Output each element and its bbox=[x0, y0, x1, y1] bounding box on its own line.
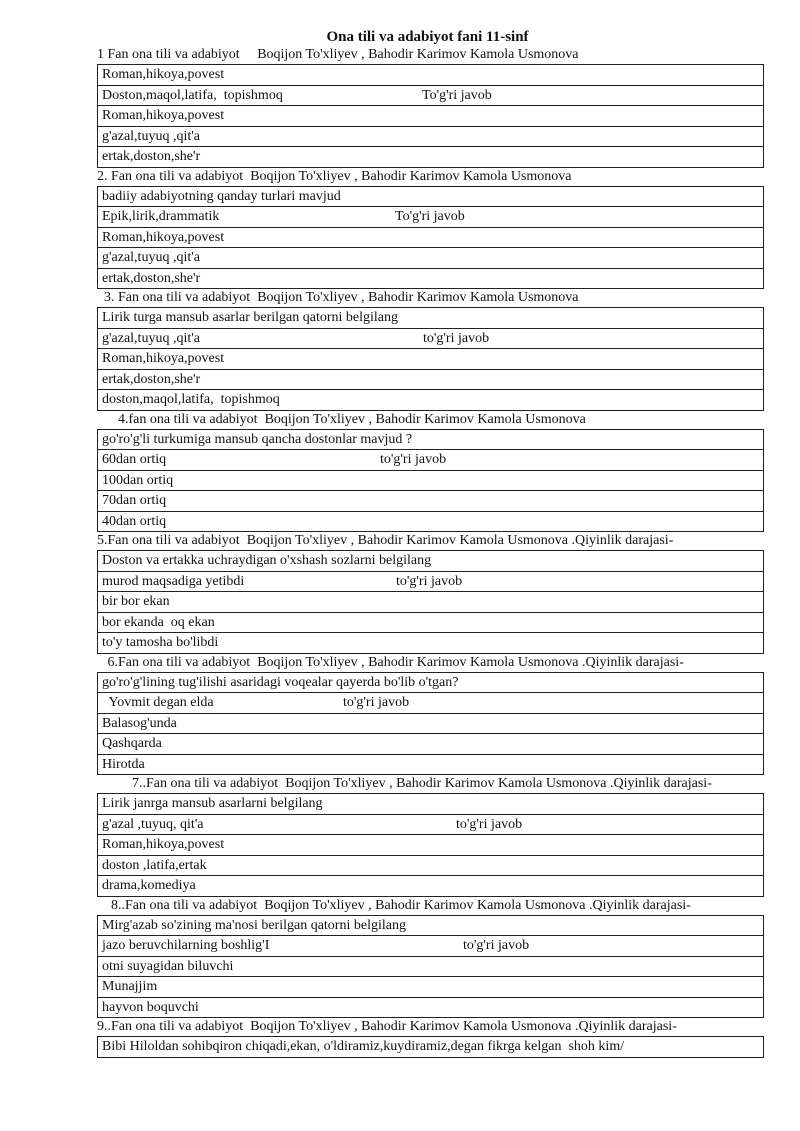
row-text: ertak,doston,she'r bbox=[102, 270, 201, 286]
table-row bbox=[98, 997, 763, 1018]
correct-answer-mark: to'g'ri javob bbox=[380, 452, 447, 467]
answer-table bbox=[97, 550, 764, 654]
row-text: otni suyagidan biluvchi bbox=[102, 958, 234, 974]
row-text: Bibi Hiloldan sohibqiron chiqadi,ekan, o'ldiramiz,kuydiramiz,degan fikrga kelgan shoh kim/ bbox=[102, 1039, 625, 1054]
row-text: Roman,hikoya,povest bbox=[102, 108, 225, 123]
row-text: g'azal ,tuyuq, qit'a bbox=[102, 816, 204, 832]
row-text: Hirotda bbox=[102, 756, 145, 772]
answer-table bbox=[97, 1036, 764, 1058]
row-text: ertak,doston,she'r bbox=[102, 371, 201, 387]
question-block bbox=[97, 775, 764, 897]
row-text: doston,maqol,latifa, topishmoq bbox=[102, 392, 280, 407]
question-header: 3. Fan ona tili va adabiyot Boqijon To'xliyev , Bahodir Karimov Kamola Usmonova bbox=[97, 290, 579, 305]
table-row bbox=[98, 814, 763, 835]
table-row bbox=[98, 916, 763, 936]
question-header: 4.fan ona tili va adabiyot Boqijon To'xliyev , Bahodir Karimov Kamola Usmonova bbox=[97, 411, 586, 427]
answer-table bbox=[97, 64, 764, 168]
correct-answer-mark: To'g'ri javob bbox=[422, 87, 492, 103]
row-text: Balasog'unda bbox=[102, 715, 177, 731]
table-row bbox=[98, 754, 763, 775]
table-row bbox=[98, 1037, 763, 1057]
answer-table bbox=[97, 186, 764, 290]
table-row bbox=[98, 348, 763, 369]
question-header: 8..Fan ona tili va adabiyot Boqijon To'xliyev , Bahodir Karimov Kamola Usmonova .Qiyinlik darajasi- bbox=[97, 897, 691, 913]
table-row bbox=[98, 206, 763, 227]
answer-table bbox=[97, 915, 764, 1019]
row-text: Qashqarda bbox=[102, 736, 162, 751]
row-text: 70dan ortiq bbox=[102, 493, 167, 508]
table-row bbox=[98, 571, 763, 592]
table-row bbox=[98, 105, 763, 126]
table-row bbox=[98, 551, 763, 571]
question-block bbox=[97, 46, 764, 168]
row-text: doston ,latifa,ertak bbox=[102, 857, 207, 873]
table-row bbox=[98, 146, 763, 167]
question-block bbox=[97, 411, 764, 533]
row-text: g'azal,tuyuq ,qit'a bbox=[102, 128, 200, 144]
table-row bbox=[98, 328, 763, 349]
row-text: Doston va ertakka uchraydigan o'xshash sozlarni belgilang bbox=[102, 553, 432, 568]
row-text: Munajjim bbox=[102, 979, 158, 994]
row-text: Roman,hikoya,povest bbox=[102, 229, 225, 245]
table-row bbox=[98, 591, 763, 612]
question-header: 6.Fan ona tili va adabiyot Boqijon To'xliyev , Bahodir Karimov Kamola Usmonova .Qiyinlik darajasi- bbox=[97, 654, 684, 670]
table-row bbox=[98, 855, 763, 876]
row-text: g'azal,tuyuq ,qit'a bbox=[102, 250, 200, 265]
row-text: ertak,doston,she'r bbox=[102, 149, 201, 164]
table-row bbox=[98, 65, 763, 85]
table-row bbox=[98, 490, 763, 511]
table-row bbox=[98, 268, 763, 289]
correct-answer-mark: to'g'ri javob bbox=[423, 330, 490, 346]
answer-table bbox=[97, 672, 764, 776]
table-row bbox=[98, 612, 763, 633]
table-row bbox=[98, 187, 763, 207]
row-text: Roman,hikoya,povest bbox=[102, 67, 225, 82]
answer-table bbox=[97, 429, 764, 533]
correct-answer-mark: To'g'ri javob bbox=[395, 209, 465, 224]
row-text: murod maqsadiga yetibdi bbox=[102, 573, 245, 589]
table-row bbox=[98, 369, 763, 390]
table-row bbox=[98, 713, 763, 734]
question-block bbox=[97, 897, 764, 1019]
table-row bbox=[98, 794, 763, 814]
question-header: 7..Fan ona tili va adabiyot Boqijon To'xliyev , Bahodir Karimov Kamola Usmonova .Qiyinlik darajasi- bbox=[97, 776, 712, 791]
row-text: to'y tamosha bo'libdi bbox=[102, 635, 219, 650]
answer-table bbox=[97, 793, 764, 897]
question-block bbox=[97, 532, 764, 654]
table-row bbox=[98, 470, 763, 491]
row-text: Roman,hikoya,povest bbox=[102, 351, 225, 366]
row-text: g'azal,tuyuq ,qit'a bbox=[102, 330, 200, 346]
table-row bbox=[98, 247, 763, 268]
question-block bbox=[97, 1018, 764, 1058]
question-list bbox=[97, 46, 764, 1058]
table-row bbox=[98, 126, 763, 147]
table-row bbox=[98, 673, 763, 693]
question-header: 1 Fan ona tili va adabiyot Boqijon To'xliyev , Bahodir Karimov Kamola Usmonova bbox=[97, 47, 579, 62]
row-text: 100dan ortiq bbox=[102, 472, 174, 488]
correct-answer-mark: to'g'ri javob bbox=[463, 938, 530, 953]
question-header: 5.Fan ona tili va adabiyot Boqijon To'xliyev , Bahodir Karimov Kamola Usmonova .Qiyinlik darajasi- bbox=[97, 533, 674, 548]
question-block bbox=[97, 289, 764, 411]
row-text: Doston,maqol,latifa, topishmoq bbox=[102, 87, 283, 103]
question-block bbox=[97, 168, 764, 290]
row-text: hayvon boquvchi bbox=[102, 999, 199, 1015]
answer-table bbox=[97, 307, 764, 411]
question-header: 9..Fan ona tili va adabiyot Boqijon To'xliyev , Bahodir Karimov Kamola Usmonova .Qiyinlik darajasi- bbox=[97, 1019, 677, 1034]
row-text: bor ekanda oq ekan bbox=[102, 614, 215, 630]
question-block bbox=[97, 654, 764, 776]
correct-answer-mark: to'g'ri javob bbox=[396, 573, 463, 589]
row-text: jazo beruvchilarning boshlig'I bbox=[102, 938, 270, 953]
table-row bbox=[98, 389, 763, 410]
table-row bbox=[98, 430, 763, 450]
table-row bbox=[98, 733, 763, 754]
row-text: Epik,lirik,drammatik bbox=[102, 209, 220, 224]
table-row bbox=[98, 227, 763, 248]
table-row bbox=[98, 308, 763, 328]
table-row bbox=[98, 85, 763, 106]
row-text: drama,komediya bbox=[102, 878, 196, 893]
correct-answer-mark: to'g'ri javob bbox=[456, 816, 523, 832]
document-title: Ona tili va adabiyot fani 11-sinf bbox=[326, 29, 529, 45]
row-text: Roman,hikoya,povest bbox=[102, 837, 225, 852]
table-row bbox=[98, 976, 763, 997]
row-text: go'ro'g'lining tug'ilishi asaridagi voqealar qayerda bo'lib o'tgan? bbox=[102, 674, 459, 690]
table-row bbox=[98, 632, 763, 653]
row-text: 40dan ortiq bbox=[102, 513, 167, 529]
row-text: go'ro'g'li turkumiga mansub qancha dostonlar mavjud ? bbox=[102, 431, 413, 447]
row-text: Lirik janrga mansub asarlarni belgilang bbox=[102, 796, 323, 811]
row-text: Yovmit degan elda bbox=[102, 695, 214, 710]
table-row bbox=[98, 956, 763, 977]
question-header: 2. Fan ona tili va adabiyot Boqijon To'xliyev , Bahodir Karimov Kamola Usmonova bbox=[97, 168, 572, 184]
table-row bbox=[98, 449, 763, 470]
table-row bbox=[98, 875, 763, 896]
row-text: badiiy adabiyotning qanday turlari mavjud bbox=[102, 188, 341, 204]
row-text: Mirg'azab so'zining ma'nosi berilgan qatorni belgilang bbox=[102, 917, 406, 933]
table-row bbox=[98, 834, 763, 855]
row-text: Lirik turga mansub asarlar berilgan qatorni belgilang bbox=[102, 310, 398, 325]
correct-answer-mark: to'g'ri javob bbox=[343, 695, 410, 710]
table-row bbox=[98, 935, 763, 956]
row-text: bir bor ekan bbox=[102, 594, 170, 609]
table-row bbox=[98, 692, 763, 713]
row-text: 60dan ortiq bbox=[102, 452, 167, 467]
table-row bbox=[98, 511, 763, 532]
